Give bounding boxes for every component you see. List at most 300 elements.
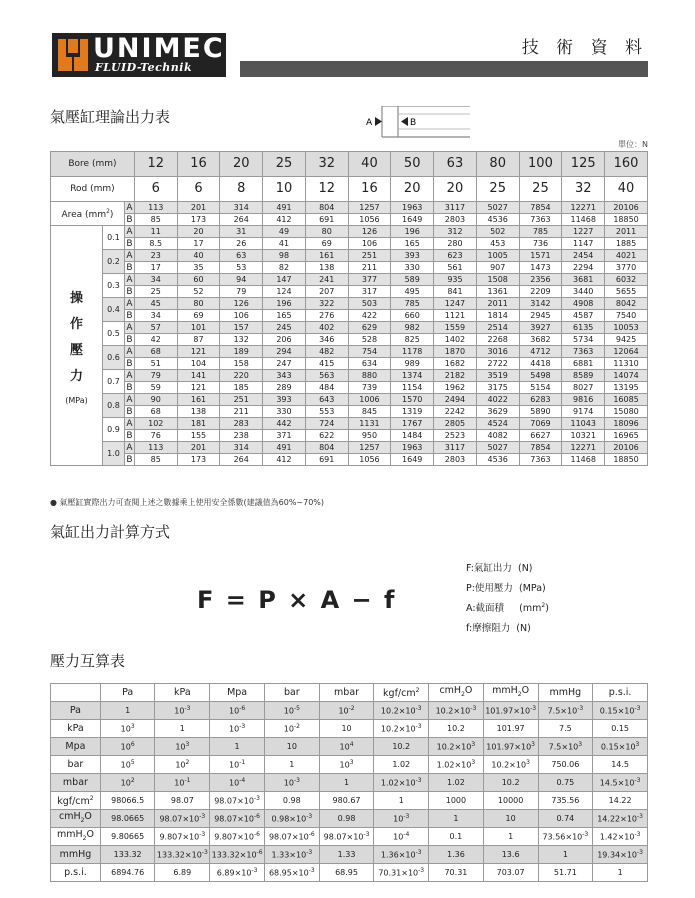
area-value: 1649 [391, 214, 434, 226]
force-side-label: A [126, 250, 133, 261]
force-value: 10053 [605, 322, 648, 334]
force-side-label: A [126, 226, 133, 237]
rod-value: 16 [348, 177, 391, 202]
force-value: 989 [391, 358, 434, 370]
bore-value: 63 [434, 152, 477, 177]
unit-column-header: Pa [100, 684, 155, 702]
area-value: 3117 [434, 202, 477, 214]
conversion-value: $1.02\times 10^3$ [429, 756, 484, 774]
force-side-label: B [126, 334, 133, 345]
force-value: 113 [134, 442, 177, 454]
force-side-label: B [126, 310, 133, 321]
unit-column-header: p.s.i. [593, 684, 648, 702]
force-value: 393 [391, 250, 434, 262]
conversion-value: $10^{-4}$ [210, 774, 265, 792]
area-value: 201 [177, 202, 220, 214]
force-value: 161 [305, 250, 348, 262]
force-value: 6135 [562, 322, 605, 334]
force-value: 3629 [476, 406, 519, 418]
force-value: 5734 [562, 334, 605, 346]
force-value: 4536 [476, 454, 519, 466]
force-value: 7854 [519, 442, 562, 454]
force-value: 11468 [562, 454, 605, 466]
pressure-value: 1.0 [102, 442, 124, 466]
force-value: 1767 [391, 418, 434, 430]
force-value: 34 [134, 310, 177, 322]
force-side-label: B [126, 382, 133, 393]
force-value: 3016 [476, 346, 519, 358]
conversion-value: $0.15\times 10^3$ [593, 738, 648, 756]
force-side-label: B [126, 358, 133, 369]
force-value: 2803 [434, 454, 477, 466]
force-value: 104 [177, 358, 220, 370]
bore-value: 16 [177, 152, 220, 177]
force-value: 346 [305, 334, 348, 346]
force-value: 1508 [476, 274, 519, 286]
force-value: 5027 [476, 442, 519, 454]
force-value: 660 [391, 310, 434, 322]
bore-header: Bore (mm) [51, 152, 135, 177]
force-value: 561 [434, 262, 477, 274]
force-value: 482 [305, 346, 348, 358]
conversion-value: 14.22 [593, 792, 648, 810]
conversion-value: $9.807\times 10^{-6}$ [210, 828, 265, 846]
force-value: 4418 [519, 358, 562, 370]
force-value: 283 [220, 418, 263, 430]
force-value: 3927 [519, 322, 562, 334]
force-value: 59 [134, 382, 177, 394]
conversion-value: $0.98\times 10^{-3}$ [264, 810, 319, 828]
force-value: 1257 [348, 442, 391, 454]
conversion-value: 10.2 [374, 738, 429, 756]
force-value: 1682 [434, 358, 477, 370]
conversion-value: 0.75 [538, 774, 593, 792]
conversion-value: 980.67 [319, 792, 374, 810]
force-value: 2722 [476, 358, 519, 370]
diagram-label-b: B [410, 118, 417, 128]
force-side-label: A [126, 370, 133, 381]
force-value: 57 [134, 322, 177, 334]
force-value: 238 [220, 430, 263, 442]
conversion-value: 1 [210, 738, 265, 756]
safety-note: ● 氣壓缸實際出力可查閱上述之數據乘上使用安全係數(建議值為60%~70%) [50, 498, 325, 507]
conversion-value: $98.07\times 10^{-6}$ [264, 828, 319, 846]
force-value: 161 [177, 394, 220, 406]
rod-value: 25 [476, 177, 519, 202]
force-value: 220 [220, 370, 263, 382]
conversion-value: 98.0665 [100, 810, 155, 828]
force-value: 1473 [519, 262, 562, 274]
force-value: 158 [220, 358, 263, 370]
pressure-value: 0.9 [102, 418, 124, 442]
unit-row-header: mbar [51, 774, 101, 792]
conversion-value: 9.80665 [100, 828, 155, 846]
force-value: 412 [263, 454, 306, 466]
force-value: 3142 [519, 298, 562, 310]
force-value: 7363 [562, 346, 605, 358]
force-value: 9425 [605, 334, 648, 346]
force-value: 7363 [519, 454, 562, 466]
force-value: 1570 [391, 394, 434, 406]
force-value: 3682 [519, 334, 562, 346]
conversion-value: $7.5\times 10^{-3}$ [538, 702, 593, 720]
force-value: 207 [305, 286, 348, 298]
area-value: 5027 [476, 202, 519, 214]
conversion-value: 10 [319, 720, 374, 738]
force-value: 87 [177, 334, 220, 346]
unit-column-header: mmHg [538, 684, 593, 702]
force-value: 377 [348, 274, 391, 286]
force-value: 2805 [434, 418, 477, 430]
formula-definitions [466, 560, 549, 640]
force-side-label: A [126, 442, 133, 453]
conversion-value: $10^{-1}$ [155, 774, 210, 792]
unit-row-header: mmHg [51, 846, 101, 864]
cylinder-diagram-icon [366, 106, 486, 138]
pressure-value: 0.8 [102, 394, 124, 418]
conversion-value: $10^{-2}$ [319, 702, 374, 720]
force-value: 724 [305, 418, 348, 430]
force-value: 371 [263, 430, 306, 442]
conversion-value: 68.95 [319, 864, 374, 882]
conversion-value: 1 [155, 720, 210, 738]
conversion-value: $98.07\times 10^{-3}$ [210, 792, 265, 810]
rod-value: 6 [177, 177, 220, 202]
conversion-value: $10^{-3}$ [374, 810, 429, 828]
force-value: 201 [177, 442, 220, 454]
force-value: 415 [305, 358, 348, 370]
force-value: 10321 [562, 430, 605, 442]
pressure-value: 0.4 [102, 298, 124, 322]
force-value: 804 [305, 442, 348, 454]
definition-f: F:氣缸出力 (N) [466, 563, 533, 574]
force-value: 2011 [476, 298, 519, 310]
force-value: 739 [348, 382, 391, 394]
force-value: 841 [434, 286, 477, 298]
unit-column-header: Mpa [210, 684, 265, 702]
rod-value: 20 [434, 177, 477, 202]
force-value: 2294 [562, 262, 605, 274]
conversion-value: $10^2$ [100, 774, 155, 792]
diagram-label-a: A [366, 118, 373, 128]
force-value: 15080 [605, 406, 648, 418]
force-value: 5498 [519, 370, 562, 382]
force-value: 312 [434, 226, 477, 238]
bore-value: 12 [134, 152, 177, 177]
force-side-label: B [126, 238, 133, 249]
force-value: 2454 [562, 250, 605, 262]
force-value: 589 [391, 274, 434, 286]
force-value: 9174 [562, 406, 605, 418]
force-value: 629 [348, 322, 391, 334]
force-value: 251 [220, 394, 263, 406]
force-value: 1885 [605, 238, 648, 250]
conversion-value: 1 [538, 846, 593, 864]
force-value: 101 [177, 322, 220, 334]
pressure-conversion-table [50, 683, 648, 882]
conversion-value: $10^4$ [319, 738, 374, 756]
conversion-value: 0.98 [319, 810, 374, 828]
force-side-label: B [126, 430, 133, 441]
force-value: 211 [220, 406, 263, 418]
bore-value: 100 [519, 152, 562, 177]
force-value: 126 [348, 226, 391, 238]
rod-value: 12 [305, 177, 348, 202]
area-value: 18850 [605, 214, 648, 226]
rod-value: 6 [134, 177, 177, 202]
force-value: 14074 [605, 370, 648, 382]
force-value: 1649 [391, 454, 434, 466]
force-value: 491 [263, 442, 306, 454]
area-side-label: A [126, 202, 133, 213]
force-value: 1402 [434, 334, 477, 346]
conversion-value: $133.32\times 10^{-3}$ [155, 846, 210, 864]
force-value: 1056 [348, 454, 391, 466]
force-value: 294 [263, 346, 306, 358]
force-value: 1006 [348, 394, 391, 406]
force-value: 79 [134, 370, 177, 382]
force-value: 80 [305, 226, 348, 238]
conversion-value: $70.31\times 10^{-3}$ [374, 864, 429, 882]
unit-row-header: Pa [51, 702, 101, 720]
force-value: 211 [348, 262, 391, 274]
conversion-value: 1 [374, 792, 429, 810]
force-value: 98 [263, 250, 306, 262]
force-value: 643 [305, 394, 348, 406]
force-value: 69 [305, 238, 348, 250]
bore-value: 80 [476, 152, 519, 177]
force-value: 82 [263, 262, 306, 274]
force-value: 11310 [605, 358, 648, 370]
force-value: 1963 [391, 442, 434, 454]
area-value: 85 [134, 214, 177, 226]
area-value: 412 [263, 214, 306, 226]
conversion-value: $6.89\times 10^{-3}$ [210, 864, 265, 882]
force-value: 1374 [391, 370, 434, 382]
conversion-value: $10^{-6}$ [210, 702, 265, 720]
force-value: 495 [391, 286, 434, 298]
force-value: 1227 [562, 226, 605, 238]
force-value: 1005 [476, 250, 519, 262]
force-value: 185 [220, 382, 263, 394]
conversion-value: $10^5$ [100, 756, 155, 774]
force-value: 634 [348, 358, 391, 370]
force-value: 9816 [562, 394, 605, 406]
conversion-value: $10.2\times 10^{-3}$ [374, 702, 429, 720]
conversion-value: $0.15\times 10^{-3}$ [593, 702, 648, 720]
unit-column-header: kPa [155, 684, 210, 702]
force-value: 950 [348, 430, 391, 442]
force-value: 422 [348, 310, 391, 322]
force-value: 23 [134, 250, 177, 262]
force-value: 25 [134, 286, 177, 298]
force-value: 45 [134, 298, 177, 310]
force-value: 6627 [519, 430, 562, 442]
force-value: 3175 [476, 382, 519, 394]
unit-row-header: Mpa [51, 738, 101, 756]
force-value: 138 [305, 262, 348, 274]
force-value: 754 [348, 346, 391, 358]
brand-logo [52, 33, 226, 77]
force-value: 1962 [434, 382, 477, 394]
force-value: 157 [220, 322, 263, 334]
pressure-value: 0.7 [102, 370, 124, 394]
conversion-value: $10.2\times 10^3$ [483, 756, 538, 774]
area-value: 7363 [519, 214, 562, 226]
corner-cell [51, 684, 101, 702]
force-value: 18850 [605, 454, 648, 466]
rod-value: 25 [519, 177, 562, 202]
conversion-value: 1.02 [429, 774, 484, 792]
force-value: 3681 [562, 274, 605, 286]
force-value: 90 [134, 394, 177, 406]
area-value: 1257 [348, 202, 391, 214]
force-value: 1131 [348, 418, 391, 430]
force-value: 63 [220, 250, 263, 262]
force-value: 343 [263, 370, 306, 382]
force-value: 12064 [605, 346, 648, 358]
force-value: 181 [177, 418, 220, 430]
conversion-value: $14.22\times 10^{-3}$ [593, 810, 648, 828]
force-value: 402 [305, 322, 348, 334]
area-value: 2803 [434, 214, 477, 226]
force-value: 1559 [434, 322, 477, 334]
rod-value: 32 [562, 177, 605, 202]
bore-value: 40 [348, 152, 391, 177]
force-value: 314 [220, 442, 263, 454]
force-value: 16965 [605, 430, 648, 442]
force-value: 845 [348, 406, 391, 418]
conversion-value: 0.1 [429, 828, 484, 846]
conversion-value: $10^3$ [155, 738, 210, 756]
force-value: 35 [177, 262, 220, 274]
force-value: 1178 [391, 346, 434, 358]
brand-name: UNIMEC [93, 33, 225, 64]
force-value: 3117 [434, 442, 477, 454]
conversion-value: 133.32 [100, 846, 155, 864]
conversion-value: $10^{-4}$ [374, 828, 429, 846]
force-value: 4908 [562, 298, 605, 310]
conversion-value: $1.36\times 10^{-3}$ [374, 846, 429, 864]
area-value: 4536 [476, 214, 519, 226]
force-value: 251 [348, 250, 391, 262]
unit-row-header: kPa [51, 720, 101, 738]
force-value: 2494 [434, 394, 477, 406]
conversion-value: $10^3$ [319, 756, 374, 774]
bore-value: 20 [220, 152, 263, 177]
force-value: 79 [220, 286, 263, 298]
force-value: 132 [220, 334, 263, 346]
force-value: 31 [220, 226, 263, 238]
conversion-value: 1 [264, 756, 319, 774]
force-value: 553 [305, 406, 348, 418]
force-value: 52 [177, 286, 220, 298]
force-value: 502 [476, 226, 519, 238]
unit-column-header: kgf/$cm^2$ [374, 684, 429, 702]
force-value: 1571 [519, 250, 562, 262]
force-value: 18096 [605, 418, 648, 430]
conversion-value: 10.2 [429, 720, 484, 738]
conversion-value: $68.95\times 10^{-3}$ [264, 864, 319, 882]
conversion-value: 735.56 [538, 792, 593, 810]
area-value: 314 [220, 202, 263, 214]
conversion-value: $10^{-1}$ [210, 756, 265, 774]
area-value: 7854 [519, 202, 562, 214]
force-value: 106 [220, 310, 263, 322]
header-bar [240, 61, 648, 77]
force-value: 16085 [605, 394, 648, 406]
force-value: 528 [348, 334, 391, 346]
conversion-value: $10.2\times 10^3$ [429, 738, 484, 756]
bore-value: 25 [263, 152, 306, 177]
conversion-value: $10.2\times 10^{-3}$ [374, 720, 429, 738]
conversion-value: $10^{-5}$ [264, 702, 319, 720]
force-value: 102 [134, 418, 177, 430]
area-value: 11468 [562, 214, 605, 226]
conversion-value: 6894.76 [100, 864, 155, 882]
area-value: 20106 [605, 202, 648, 214]
conversion-value: 10.2 [483, 774, 538, 792]
conversion-value: 703.07 [483, 864, 538, 882]
conversion-value: 101.97 [483, 720, 538, 738]
force-value: 5154 [519, 382, 562, 394]
force-value: 106 [348, 238, 391, 250]
conversion-value: 1 [100, 702, 155, 720]
conversion-value: $73.56\times 10^{-3}$ [538, 828, 593, 846]
conversion-value: $10^{-3}$ [155, 702, 210, 720]
force-value: 317 [348, 286, 391, 298]
conversion-value: 10000 [483, 792, 538, 810]
force-value: 165 [391, 238, 434, 250]
area-value: 264 [220, 214, 263, 226]
force-value: 121 [177, 346, 220, 358]
conversion-value: 13.6 [483, 846, 538, 864]
unit-row-header: bar [51, 756, 101, 774]
area-side-label: B [126, 214, 133, 225]
force-value: 20106 [605, 442, 648, 454]
force-value: 76 [134, 430, 177, 442]
force-side-label: A [126, 298, 133, 309]
conversion-value: 0.15 [593, 720, 648, 738]
force-value: 2242 [434, 406, 477, 418]
conversion-value: $1.42\times 10^{-3}$ [593, 828, 648, 846]
force-value: 8.5 [134, 238, 177, 250]
force-value: 206 [263, 334, 306, 346]
conversion-value: $7.5\times 10^3$ [538, 738, 593, 756]
conversion-value: $14.5\times 10^{-3}$ [593, 774, 648, 792]
conversion-value: $19.34\times 10^{-3}$ [593, 846, 648, 864]
force-value: 623 [434, 250, 477, 262]
force-value: 17 [134, 262, 177, 274]
force-value: 1247 [434, 298, 477, 310]
force-value: 3770 [605, 262, 648, 274]
area-value: 113 [134, 202, 177, 214]
force-value: 880 [348, 370, 391, 382]
force-value: 5655 [605, 286, 648, 298]
force-value: 2356 [519, 274, 562, 286]
force-value: 442 [263, 418, 306, 430]
force-value: 11 [134, 226, 177, 238]
force-value: 4022 [476, 394, 519, 406]
conversion-value: 1 [429, 810, 484, 828]
force-value: 330 [391, 262, 434, 274]
conversion-value: $98.07\times 10^{-3}$ [319, 828, 374, 846]
force-formula: F = P × A − f [197, 586, 397, 614]
force-value: 393 [263, 394, 306, 406]
force-value: 2268 [476, 334, 519, 346]
definition-a: A:截面積 $(mm^2)$ [466, 601, 549, 614]
force-value: 563 [305, 370, 348, 382]
